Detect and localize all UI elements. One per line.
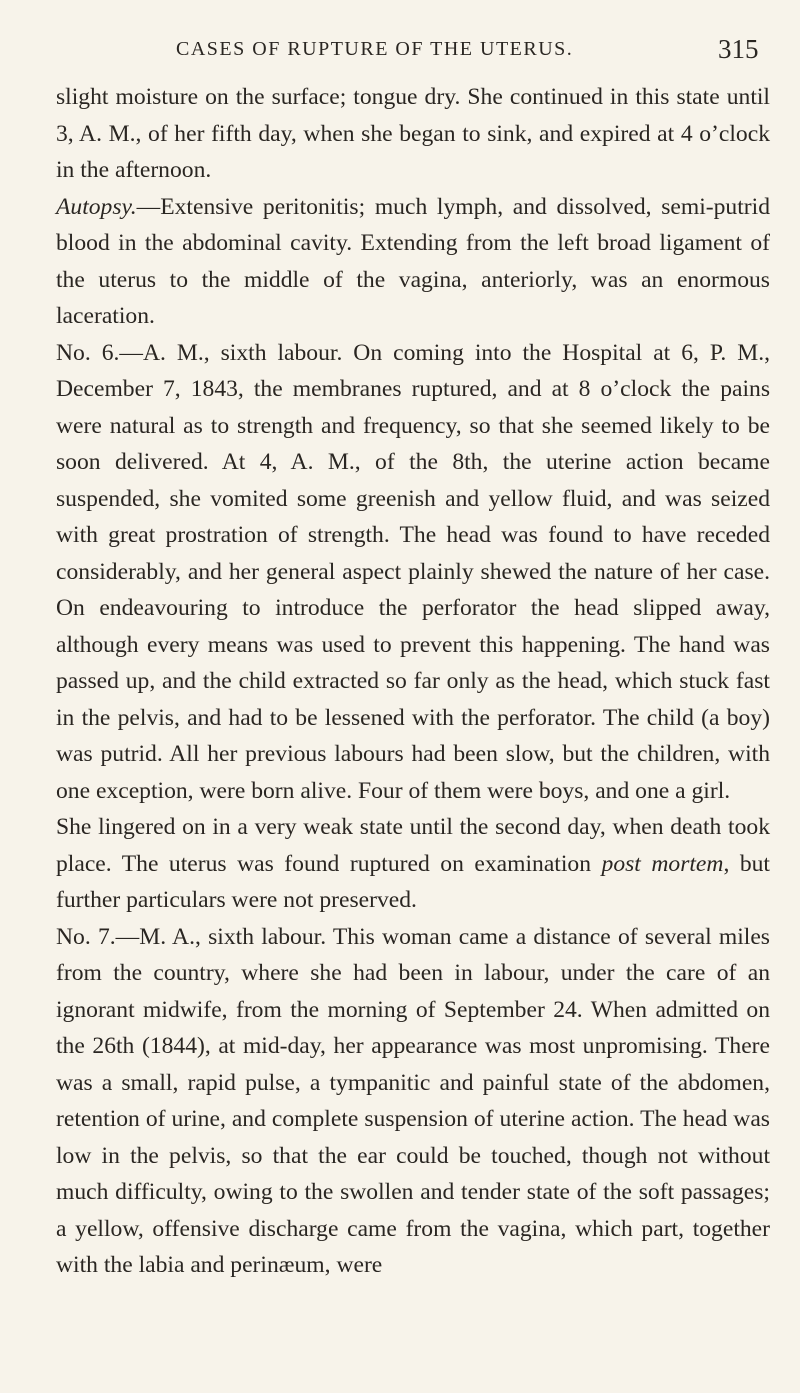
page-header bbox=[0, 34, 800, 74]
post-mortem-italic: post mortem bbox=[601, 850, 724, 877]
paragraph-continuation: slight moisture on the surface; tongue dry. She continued in this state until 3, A. M., of her fifth day, when she began to sink, and expired at 4 o’clock in the afternoon. bbox=[56, 84, 770, 183]
outcome-text-a: She lingered on in a very weak state until the second day, when death took place. The uterus was found ruptured on examination bbox=[56, 814, 770, 877]
body-text bbox=[56, 79, 770, 1284]
paragraph-case-6: No. 6.—A. M., sixth labour. On coming into the Hospital at 6, P. M., December 7, 1843, the membranes ruptured, and at 8 o’clock the pains were natural as to strength and frequency, so that she seemed likely to be soon delivered. At 4, A. M., of the 8th, the uterine action became suspended, she vomited some greenish and yellow fluid, and was seized with great prostration of strength. The head was found to have receded considerably, and her general aspect plainly shewed the nature of her case. On endeavouring to introduce the perforator the head slipped away, although every means was used to prevent this happening. The hand was passed up, and the child extracted so far only as the head, which stuck fast in the pelvis, and had to be lessened with the perforator. The child (a boy) was putrid. All her previous labours had been slow, but the children, with one exception, were born alive. Four of them were boys, and one a girl. bbox=[56, 339, 770, 804]
autopsy-label: Autopsy. bbox=[56, 193, 137, 220]
outcome-text-b: , but further particulars were not preserved. bbox=[56, 850, 770, 913]
autopsy-text: —Extensive peritonitis; much lymph, and dissolved, semi-putrid blood in the abdominal cavity. Extending from the left broad ligament of the uterus to the middle of the vagina, anteriorly, was an enormous laceration. bbox=[56, 193, 770, 329]
paragraph-case-7: No. 7.—M. A., sixth labour. This woman came a distance of several miles from the country, where she had been in labour, under the care of an ignorant midwife, from the morning of September 24. When admitted on the 26th (1844), at mid-day, her appearance was most unpromising. There was a small, rapid pulse, a tympanitic and painful state of the abdomen, retention of urine, and complete suspension of uterine action. The head was low in the pelvis, so that the ear could be touched, though not without much difficulty, owing to the swollen and tender state of the soft passages; a yellow, offensive discharge came from the vagina, which part, together with the labia and perinæum, were bbox=[56, 923, 770, 1278]
paragraph-case-6-outcome bbox=[56, 809, 770, 919]
page-number: 315 bbox=[718, 34, 759, 64]
paragraph-autopsy bbox=[56, 189, 770, 335]
running-title: CASES OF RUPTURE OF THE UTERUS. bbox=[176, 38, 574, 60]
